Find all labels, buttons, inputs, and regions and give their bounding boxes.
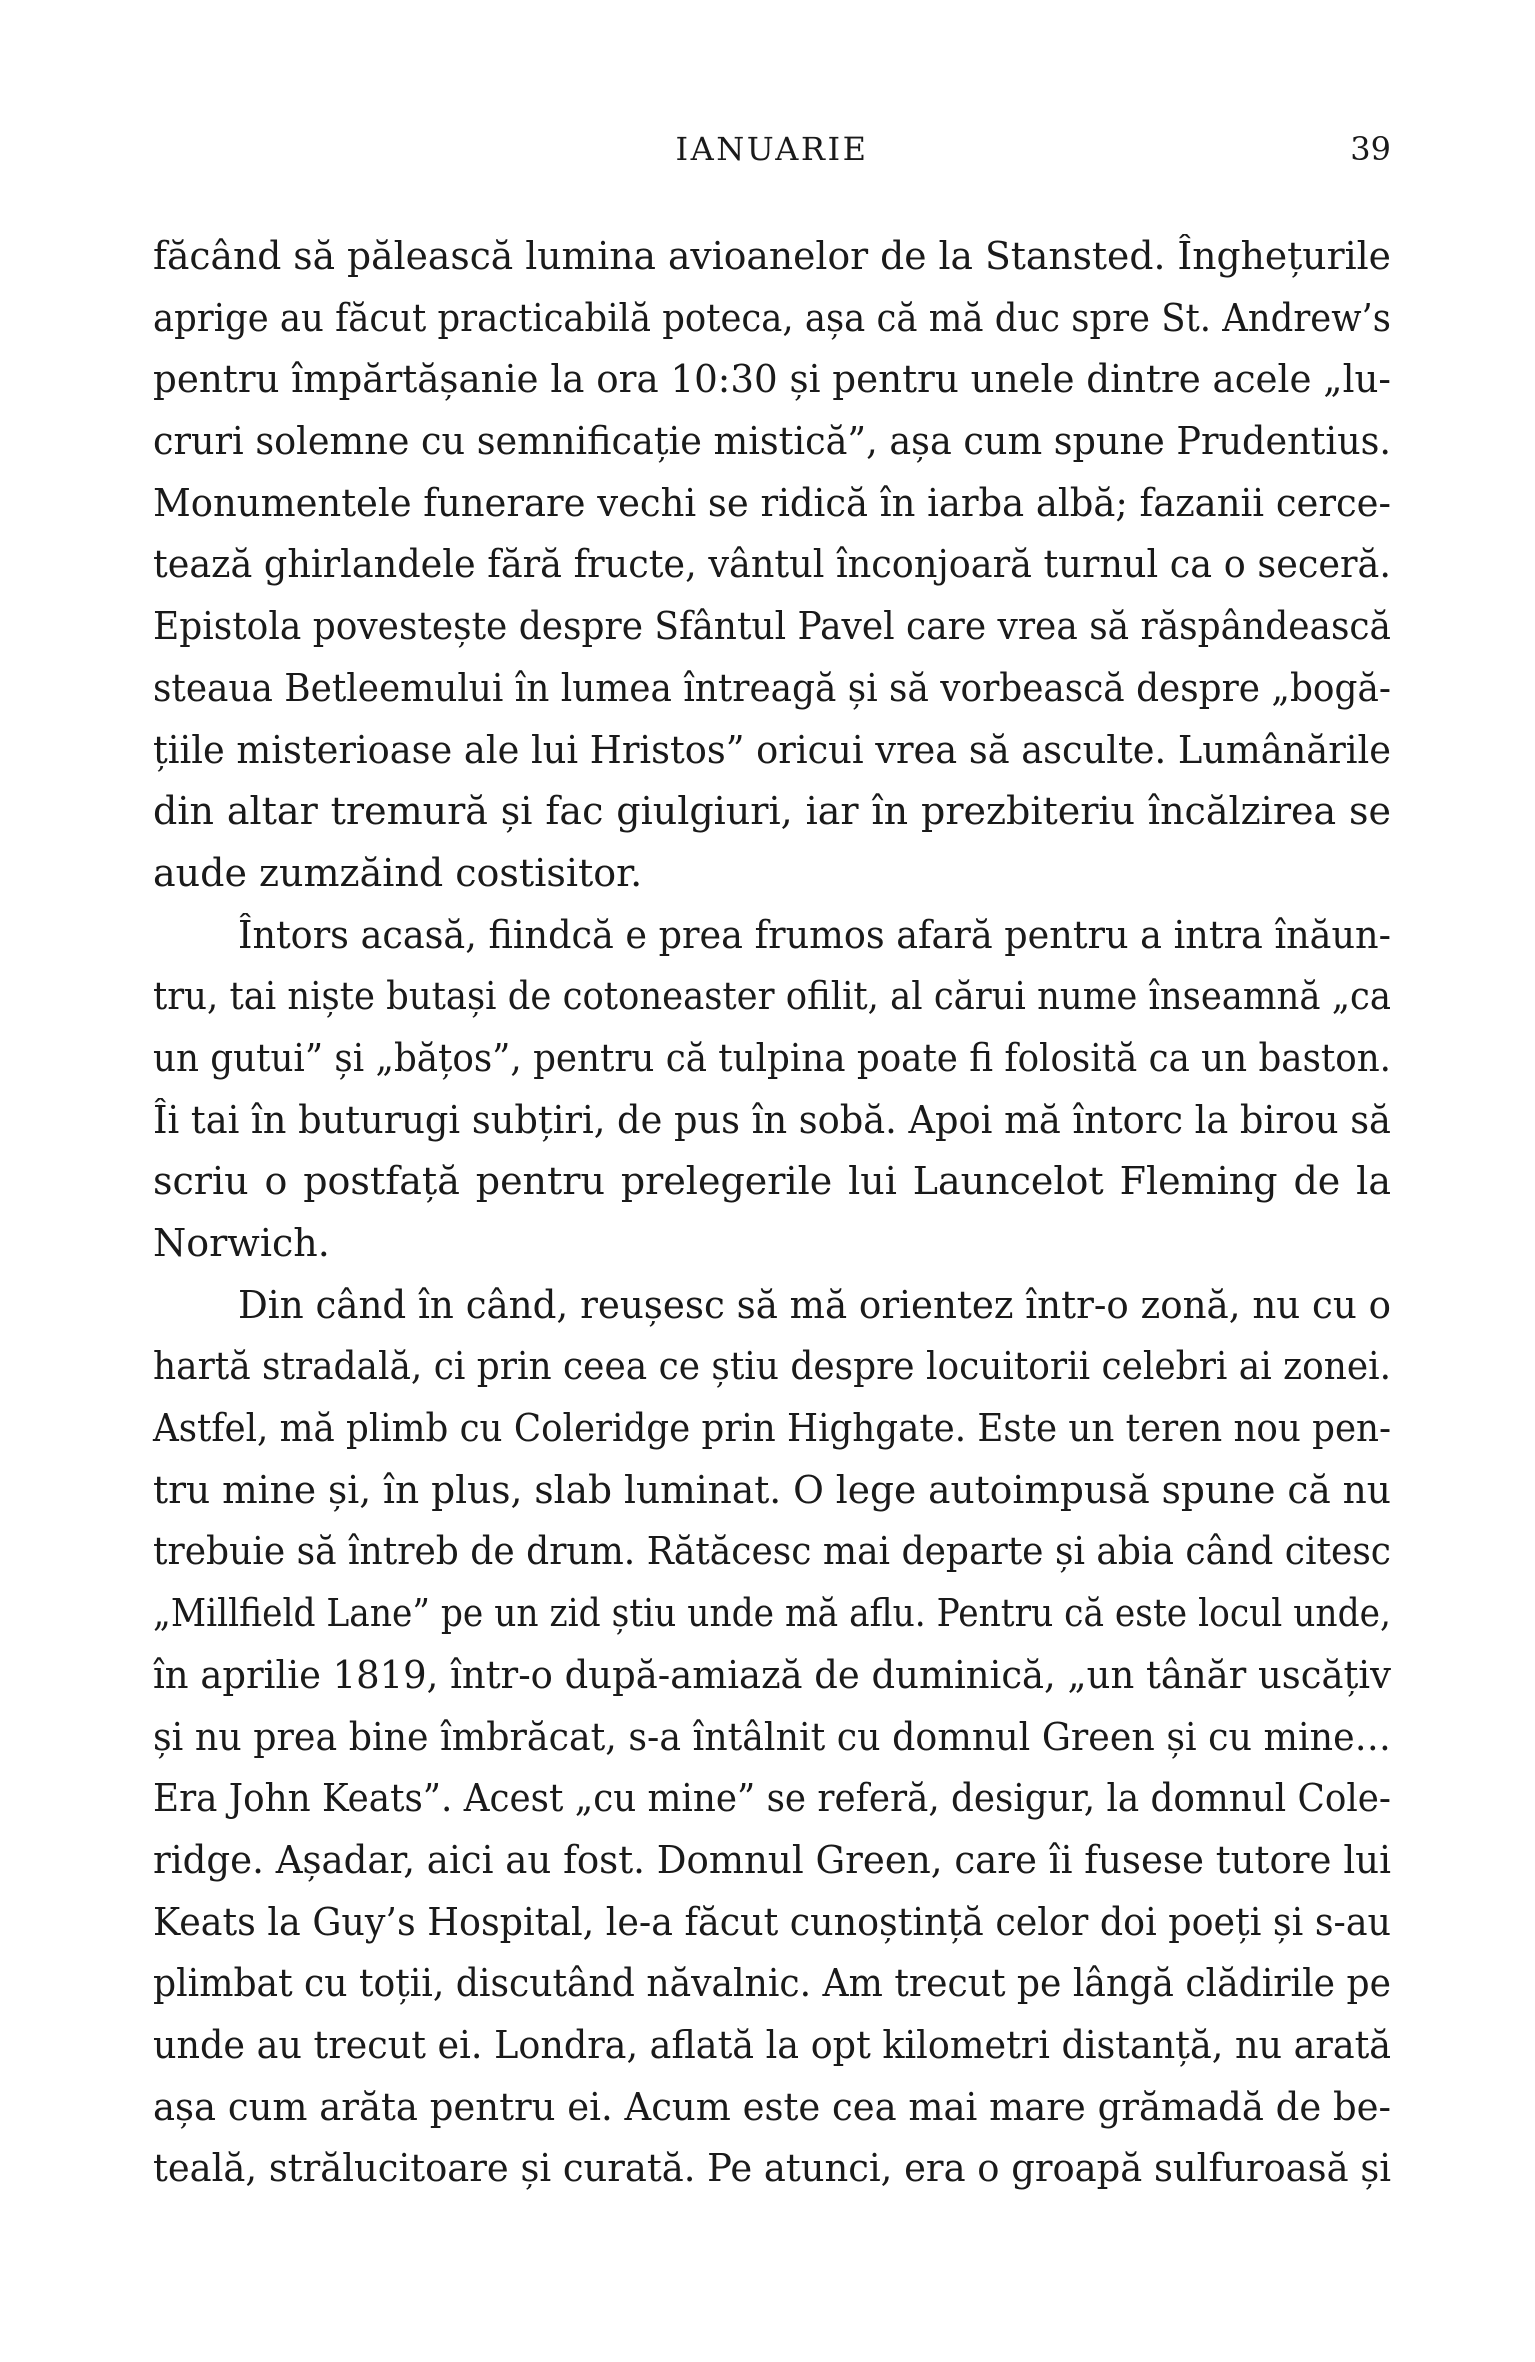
text-line-text: plimbat cu toții, discutând năvalnic. Am trecut pe lângă clădirile pe [153, 1961, 1391, 2006]
text-line-text: steaua Betleemului în lumea întreagă și să vorbească despre „bogă- [153, 665, 1392, 710]
text-line-text: și nu prea bine îmbrăcat, s-a întâlnit cu domnul Green și cu mine… [153, 1714, 1391, 1759]
text-line-text: Îi tai în buturugi subțiri, de pus în sobă. Apoi mă întorc la birou să [153, 1097, 1391, 1142]
running-header [153, 128, 1391, 170]
text-line-text: Astfel, mă plimb cu Coleridge prin Highgate. Este un teren nou pen- [153, 1406, 1392, 1451]
text-line [153, 720, 1391, 782]
text-line [238, 905, 1391, 967]
text-line [153, 1460, 1391, 1522]
text-line [153, 1768, 1391, 1830]
paragraph [153, 226, 1391, 905]
text-line-text: tru, tai niște butași de cotoneaster ofilit, al cărui nume înseamnă „ca [153, 974, 1391, 1019]
text-line [153, 1707, 1391, 1769]
text-line-text: tează ghirlandele fără fructe, vântul înconjoară turnul ca o seceră. [153, 542, 1391, 587]
text-line [153, 1028, 1392, 1090]
text-line [153, 1398, 1392, 1460]
text-line-text: Epistola povestește despre Sfântul Pavel care vrea să răspândească [153, 604, 1391, 649]
text-line [153, 288, 1391, 350]
text-line-text: scriu o postfață pentru prelegerile lui Launcelot Fleming de la [153, 1159, 1391, 1204]
text-line [153, 596, 1391, 658]
text-line-text: „Millfield Lane” pe un zid știu unde mă aflu. Pentru că este locul unde, [153, 1591, 1391, 1636]
text-line [153, 534, 1391, 596]
text-line-text: Norwich. [153, 1221, 330, 1265]
text-line [153, 226, 1391, 288]
text-line [238, 1275, 1392, 1337]
text-line [153, 411, 1392, 473]
paragraph [153, 1275, 1391, 2200]
text-line [153, 1830, 1391, 1892]
text-line [153, 1090, 1391, 1152]
text-line-text: Keats la Guy’s Hospital, le-a făcut cunoștință celor doi poeți și s-au [153, 1899, 1392, 1944]
text-line-text: Din când în când, reușesc să mă orientez într-o zonă, nu cu o [238, 1282, 1392, 1327]
text-line [153, 1521, 1391, 1583]
text-line [153, 1583, 1391, 1645]
text-line-text: ridge. Așadar, aici au fost. Domnul Green, care îi fusese tutore lui [153, 1837, 1391, 1882]
text-line-text: aude zumzăind costisitor. [153, 850, 643, 895]
running-header-title: IANUARIE [675, 130, 869, 168]
text-line [153, 843, 1391, 905]
text-line [153, 349, 1392, 411]
text-line-text: Monumentele funerare vechi se ridică în iarba albă; fazanii cerce- [153, 480, 1391, 525]
text-line [153, 966, 1391, 1028]
text-line-text: teală, strălucitoare și curată. Pe atunci, era o groapă sulfuroasă și [153, 2146, 1392, 2191]
text-line [153, 1892, 1392, 1954]
text-block [153, 226, 1391, 2200]
text-line [153, 2077, 1392, 2139]
text-line-text: țiile misterioase ale lui Hristos” oricui vrea să asculte. Lumânările [153, 727, 1391, 772]
text-line-text: Întors acasă, fiindcă e prea frumos afară pentru a intra înăun- [238, 912, 1391, 957]
text-line-text: pentru împărtășanie la ora 10:30 și pentru unele dintre acele „lu- [153, 357, 1392, 402]
text-line [153, 473, 1391, 535]
text-line-text: trebuie să întreb de drum. Rătăcesc mai departe și abia când citesc [153, 1529, 1391, 1574]
text-line [153, 658, 1392, 720]
paragraph [153, 905, 1391, 1275]
text-line-text: tru mine și, în plus, slab luminat. O lege autoimpusă spune că nu [153, 1467, 1391, 1512]
text-line [153, 2138, 1392, 2200]
text-line-text: în aprilie 1819, într-o după-amiază de duminică, „un tânăr uscățiv [153, 1652, 1391, 1697]
page-number: 39 [1350, 130, 1391, 168]
text-line [153, 1336, 1392, 1398]
text-line-text: hartă stradală, ci prin ceea ce știu despre locuitorii celebri ai zonei. [153, 1344, 1392, 1389]
text-line [153, 1151, 1391, 1213]
text-line [153, 1645, 1391, 1707]
text-line [153, 2015, 1392, 2077]
text-line-text: făcând să pălească lumina avioanelor de la Stansted. Înghețurile [153, 234, 1391, 278]
text-line-text: Era John Keats”. Acest „cu mine” se referă, desigur, la domnul Cole- [153, 1776, 1391, 1821]
text-line-text: din altar tremură și fac giulgiuri, iar în prezbiteriu încălzirea se [153, 789, 1392, 834]
text-line-text: un gutui” și „bățos”, pentru că tulpina poate fi folosită ca un baston. [153, 1035, 1392, 1080]
text-line-text: așa cum arăta pentru ei. Acum este cea mai mare grămadă de be- [153, 2084, 1392, 2129]
text-line [153, 781, 1391, 843]
text-line-text: cruri solemne cu semnificație mistică”, așa cum spune Prudentius. [153, 419, 1392, 464]
text-line [153, 1213, 1391, 1275]
text-line [153, 1953, 1391, 2015]
text-line-text: unde au trecut ei. Londra, aflată la opt kilometri distanță, nu arată [153, 2022, 1392, 2067]
text-line-text: aprige au făcut practicabilă poteca, așa că mă duc spre St. Andrew’s [153, 295, 1391, 340]
